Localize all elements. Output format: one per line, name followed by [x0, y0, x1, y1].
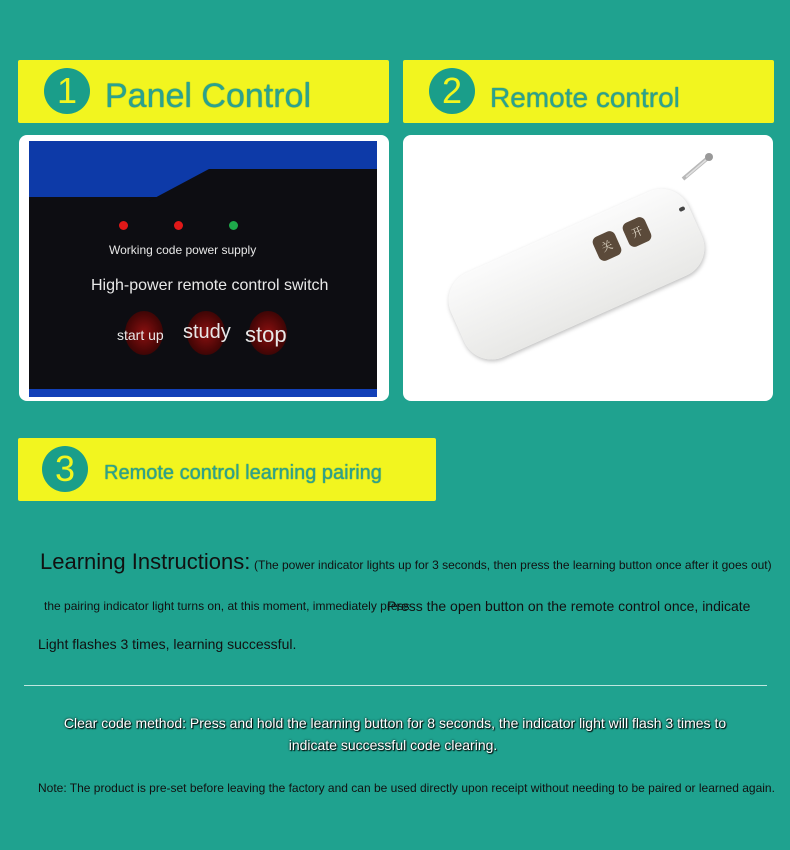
section-1-number: 1	[44, 68, 90, 114]
instructions-line3: Light flashes 3 times, learning successful.	[38, 636, 297, 652]
indicators-label: Working code power supply	[109, 243, 257, 257]
instructions-heading: Learning Instructions:	[40, 549, 251, 574]
clear-code-line2: indicate successful code clearing.	[288, 737, 498, 753]
instructions-line2-suffix: Press the open button on the remote control once, indicate	[387, 598, 751, 614]
panel-title: High-power remote control switch	[91, 277, 329, 294]
panel-diagonal-cut	[29, 141, 377, 211]
study-label: study	[183, 321, 231, 343]
panel-photo	[19, 135, 389, 401]
section-1-banner	[18, 60, 389, 123]
panel-blue-bottom	[29, 389, 377, 397]
section-3-banner	[18, 438, 436, 501]
section-3-number: 3	[42, 446, 88, 492]
remote-open-button: 开	[621, 215, 654, 249]
remote-photo	[403, 135, 773, 401]
divider	[24, 685, 767, 686]
clear-code-line1: Clear code method: Press and hold the learning button for 8 seconds, the indicator light will flash 3 times to	[63, 715, 727, 731]
instructions-heading-note: (The power indicator lights up for 3 seconds, then press the learning button once after it goes out)	[254, 558, 772, 572]
section-3-title: Remote control learning pairing	[104, 462, 382, 484]
led-code	[174, 221, 183, 230]
instructions-line2-prefix: the pairing indicator light turns on, at this moment, immediately press	[44, 599, 410, 613]
led-power	[229, 221, 238, 230]
section-2-title: Remote control	[490, 82, 680, 113]
factory-note: Note: The product is pre-set before leaving the factory and can be used directly upon receipt without needing to be paired or learned again.	[38, 781, 775, 795]
start-up-label: start up	[117, 327, 164, 343]
stop-label: stop	[245, 322, 287, 347]
control-panel	[29, 141, 377, 397]
section-2-number: 2	[429, 68, 475, 114]
section-2-banner	[403, 60, 774, 123]
remote-close-button: 关	[591, 229, 624, 263]
section-1-title: Panel Control	[105, 77, 312, 115]
led-working	[119, 221, 128, 230]
